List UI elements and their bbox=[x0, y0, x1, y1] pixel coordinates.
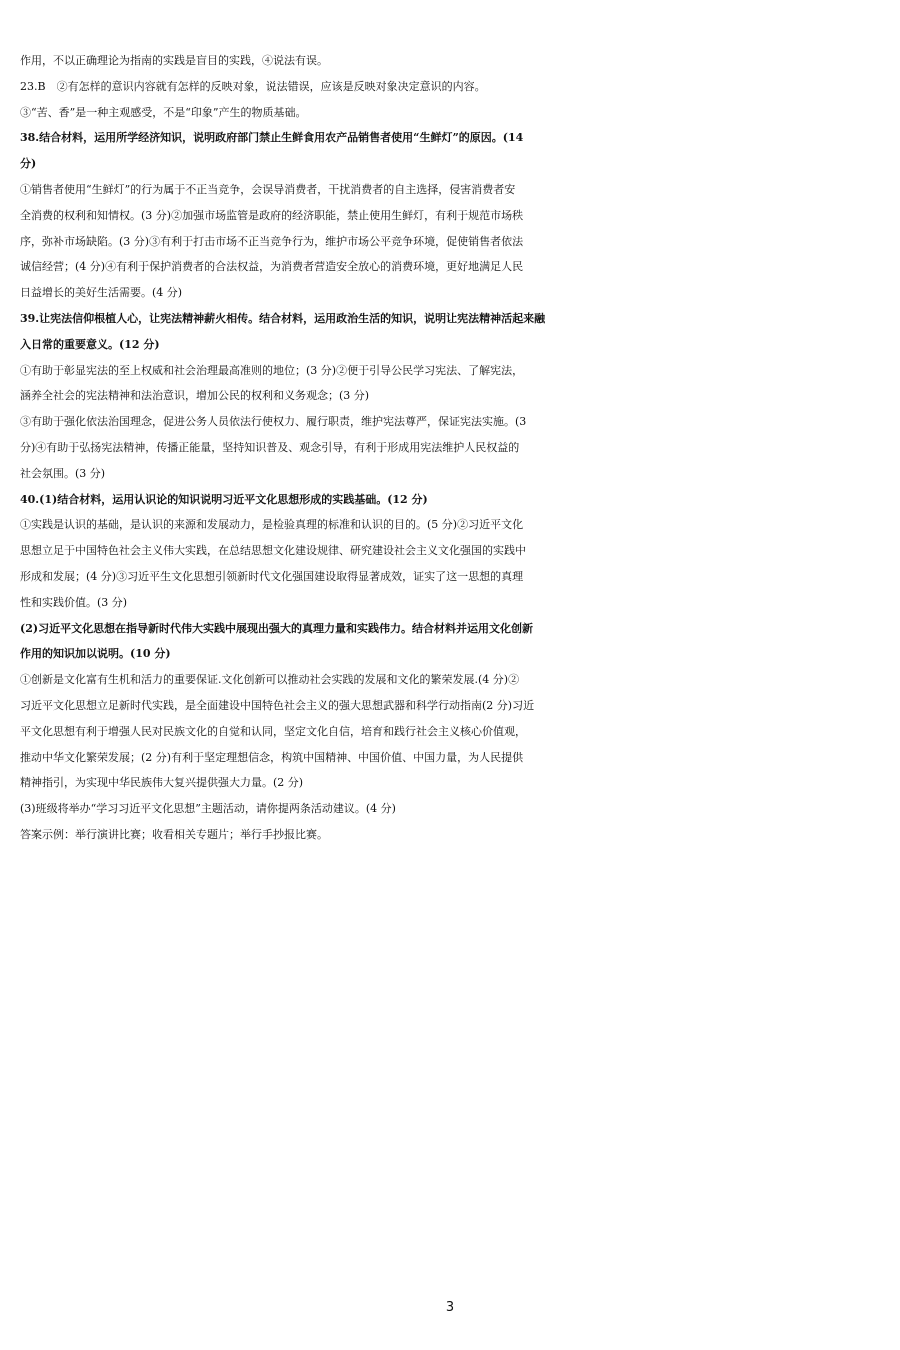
answer-line: 全消费的权利和知情权。(3 分)②加强市场监管是政府的经济职能，禁止使用生鲜灯，有利于规范市场秩 bbox=[20, 208, 524, 222]
question-line: 39.让宪法信仰根植人心，让宪法精神薪火相传。结合材料，运用政治生活的知识，说明让宪法精神活起来融 bbox=[20, 311, 546, 325]
question-line: 40.(1)结合材料，运用认识论的知识说明习近平文化思想形成的实践基础。(12 分) bbox=[20, 492, 428, 506]
answer-line: 思想立足于中国特色社会主义伟大实践，在总结思想文化建设规律、研究建设社会主义文化强国的实践中 bbox=[20, 544, 526, 558]
answer-line: 社会氛围。(3 分) bbox=[20, 466, 106, 480]
answer-line: 习近平文化思想立足新时代实践，是全面建设中国特色社会主义的强大思想武器和科学行动指南(2 分)习近 bbox=[20, 698, 535, 712]
question-line: 38.结合材料，运用所学经济知识，说明政府部门禁止生鲜食用农产品销售者使用“生鲜灯”的原因。(14 bbox=[20, 131, 524, 145]
question-line: (2)习近平文化思想在指导新时代伟大实践中展现出强大的真理力量和实践伟力。结合材料并运用文化创新 bbox=[20, 621, 534, 635]
answer-line: 作用，不以正确理论为指南的实践是盲目的实践，④说法有误。 bbox=[20, 54, 328, 67]
answer-line: 序，弥补市场缺陷。(3 分)③有利于打击市场不正当竞争行为，维护市场公平竞争环境，促使销售者依法 bbox=[20, 234, 524, 248]
answer-line: 诚信经营；(4 分)④有利于保护消费者的合法权益，为消费者营造安全放心的消费环境，更好地满足人民 bbox=[20, 260, 524, 274]
answer-line: 23.B ②有怎样的意识内容就有怎样的反映对象，说法错误，应该是反映对象决定意识的内容。 bbox=[20, 79, 486, 93]
answer-line: ①实践是认识的基础，是认识的来源和发展动力，是检验真理的标准和认识的目的。(5 分)②习近平文化 bbox=[20, 518, 524, 532]
answer-line: (3)班级将举办“学习习近平文化思想”主题活动，请你提两条活动建议。(4 分) bbox=[20, 802, 396, 816]
answer-line: 平文化思想有利于增强人民对民族文化的自觉和认同，坚定文化自信，培育和践行社会主义核心价值观， bbox=[20, 724, 526, 738]
answer-line: 形成和发展；(4 分)③习近平生文化思想引领新时代文化强国建设取得显著成效，证实了这一思想的真理 bbox=[20, 569, 524, 583]
document-body bbox=[20, 48, 884, 848]
question-line: 分) bbox=[20, 157, 37, 171]
answer-line: ③有助于强化依法治国理念，促进公务人员依法行使权力、履行职责，维护宪法尊严，保证宪法实施。(3 bbox=[20, 415, 527, 429]
answer-line: ③“苦、香”是一种主观感受，不是“印象”产生的物质基础。 bbox=[20, 105, 307, 119]
answer-line: ①创新是文化富有生机和活力的重要保证.文化创新可以推动社会实践的发展和文化的繁荣发展.(4 分)② bbox=[20, 673, 520, 687]
answer-line: 日益增长的美好生活需要。(4 分) bbox=[20, 286, 183, 300]
answer-line: ①销售者使用“生鲜灯”的行为属于不正当竞争，会误导消费者，干扰消费者的自主选择，侵害消费者安 bbox=[20, 182, 516, 196]
answer-line: 推动中华文化繁荣发展；(2 分)有利于坚定理想信念，构筑中国精神、中国价值、中国力量，为人民提供 bbox=[20, 750, 524, 764]
answer-line: 分)④有助于弘扬宪法精神，传播正能量，坚持知识普及、观念引导，有利于形成用宪法维护人民权益的 bbox=[20, 440, 520, 454]
answer-line: 性和实践价值。(3 分) bbox=[20, 595, 128, 609]
answer-line: 精神指引，为实现中华民族伟大复兴提供强大力量。(2 分) bbox=[20, 776, 304, 790]
answer-line: 涵养全社会的宪法精神和法治意识，增加公民的权利和义务观念；(3 分) bbox=[20, 389, 370, 403]
page-number: 3 bbox=[445, 1300, 455, 1315]
answer-line: ①有助于彰显宪法的至上权威和社会治理最高准则的地位；(3 分)②便于引导公民学习宪法、了解宪法， bbox=[20, 363, 524, 377]
answer-line: 答案示例：举行演讲比赛；收看相关专题片；举行手抄报比赛。 bbox=[20, 827, 328, 841]
question-line: 作用的知识加以说明。(10 分) bbox=[20, 647, 171, 661]
question-line: 入日常的重要意义。(12 分) bbox=[20, 337, 160, 351]
